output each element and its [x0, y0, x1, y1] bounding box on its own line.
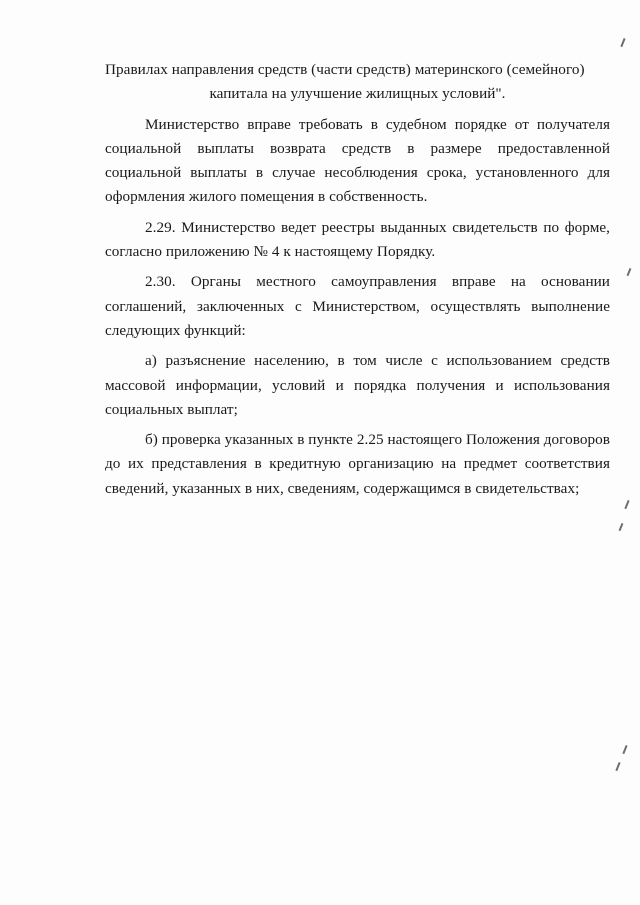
paragraph-line: Правилах направления средств (части средств) материнского (семейного)	[105, 61, 585, 78]
paragraph-line: капитала на улучшение жилищных условий".	[209, 85, 506, 103]
paragraph-item-b: б) проверка указанных в пункте 2.25 настоящего Положения договоров до их представления в кредитную организацию на предмет соответствия сведений, указанных в них, сведениям, содержащимся в свидетельствах;	[105, 431, 610, 497]
document-body	[105, 58, 610, 507]
paragraph-rules-continuation	[105, 58, 610, 107]
scan-mark	[615, 762, 620, 771]
scan-mark	[624, 500, 629, 509]
paragraph-item-a: а) разъяснение населению, в том числе с использованием средств массовой информации, условий и порядка получения и использования социальных выплат;	[105, 352, 610, 418]
paragraph-ministry-right: Министерство вправе требовать в судебном порядке от получателя социальной выплаты возврата средств в размере предоставленной социальной выплаты в случае несоблюдения срока, установленного для оформления жилого помещения в собственность.	[105, 115, 610, 206]
paragraph-2-30: 2.30. Органы местного самоуправления вправе на основании соглашений, заключенных с Министерством, осуществлять выполнение следующих функций:	[105, 273, 610, 339]
scan-mark	[619, 523, 623, 531]
paragraph-2-29: 2.29. Министерство ведет реестры выданных свидетельств по форме, согласно приложению № 4 к настоящему Порядку.	[105, 218, 610, 261]
scan-mark	[627, 268, 631, 276]
scan-mark	[622, 745, 627, 754]
scan-mark	[620, 38, 625, 47]
